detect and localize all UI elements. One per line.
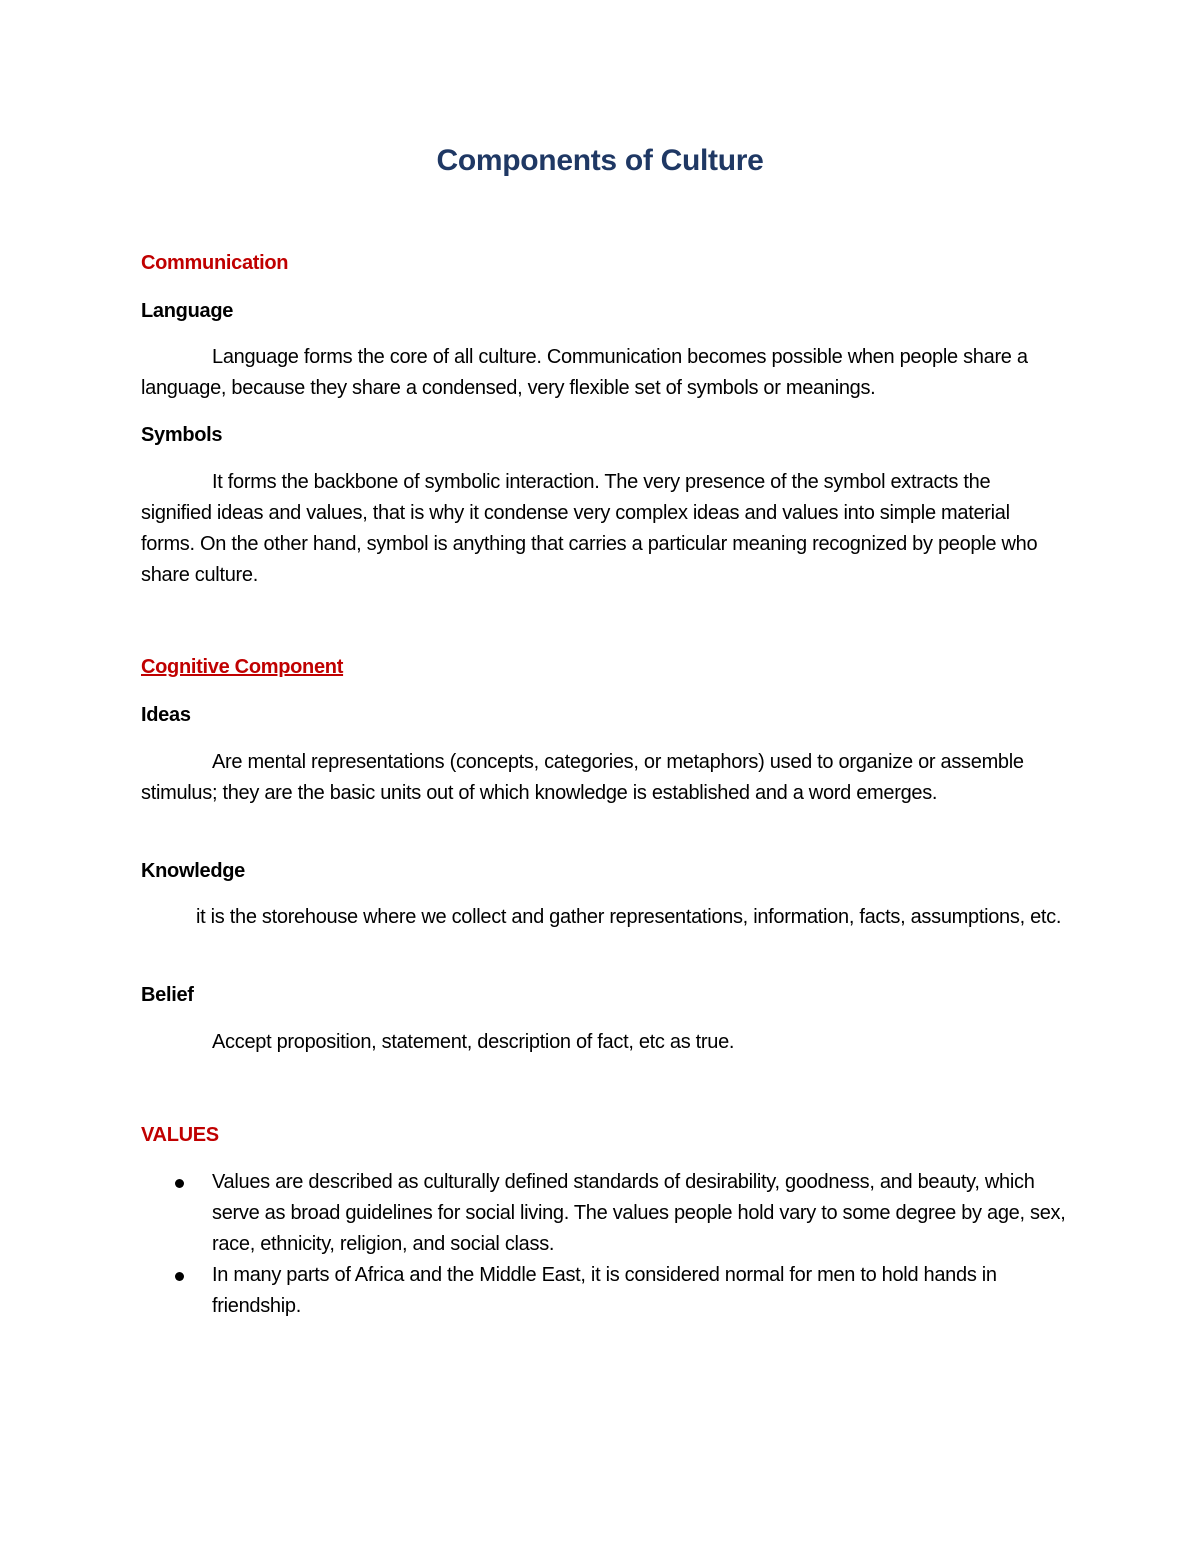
subheading-symbols: Symbols — [141, 424, 223, 446]
subheading-belief: Belief — [141, 984, 194, 1006]
section-heading-values: VALUES — [141, 1124, 219, 1146]
paragraph-belief: Accept proposition, statement, description of fact, etc as true. — [212, 1031, 735, 1053]
values-bullet-list — [141, 1167, 1066, 1322]
bullet-icon — [175, 1179, 184, 1188]
section-heading-cognitive-component: Cognitive Component — [141, 656, 344, 678]
subheading-ideas: Ideas — [141, 704, 191, 726]
subheading-language: Language — [141, 300, 234, 322]
paragraph-ideas: Are mental representations (concepts, categories, or metaphors) used to organize or assemble stimulus; they are the basic units out of which knowledge is established and a word emerges. — [141, 751, 1024, 804]
list-item — [141, 1260, 1066, 1322]
bullet-icon — [175, 1272, 184, 1281]
section-heading-communication: Communication — [141, 252, 289, 274]
bullet-text: In many parts of Africa and the Middle East, it is considered normal for men to hold hands in friendship. — [212, 1264, 997, 1317]
paragraph-knowledge: it is the storehouse where we collect and gather representations, information, facts, assumptions, etc. — [196, 906, 1062, 928]
subheading-knowledge: Knowledge — [141, 860, 245, 882]
paragraph-symbols: It forms the backbone of symbolic interaction. The very presence of the symbol extracts the signified ideas and values, that is why it condense very complex ideas and values into simple material forms. On the other hand, symbol is anything that carries a particular meaning recognized by people who share culture. — [141, 471, 1038, 586]
bullet-text: Values are described as culturally defined standards of desirability, goodness, and beauty, which serve as broad guidelines for social living. The values people hold vary to some degree by age, sex, race, ethnicity, religion, and social class. — [212, 1171, 1066, 1255]
list-item — [141, 1167, 1066, 1260]
document-title: Components of Culture — [436, 144, 764, 177]
paragraph-language: Language forms the core of all culture. Communication becomes possible when people share a language, because they share a condensed, very flexible set of symbols or meanings. — [141, 346, 1028, 399]
